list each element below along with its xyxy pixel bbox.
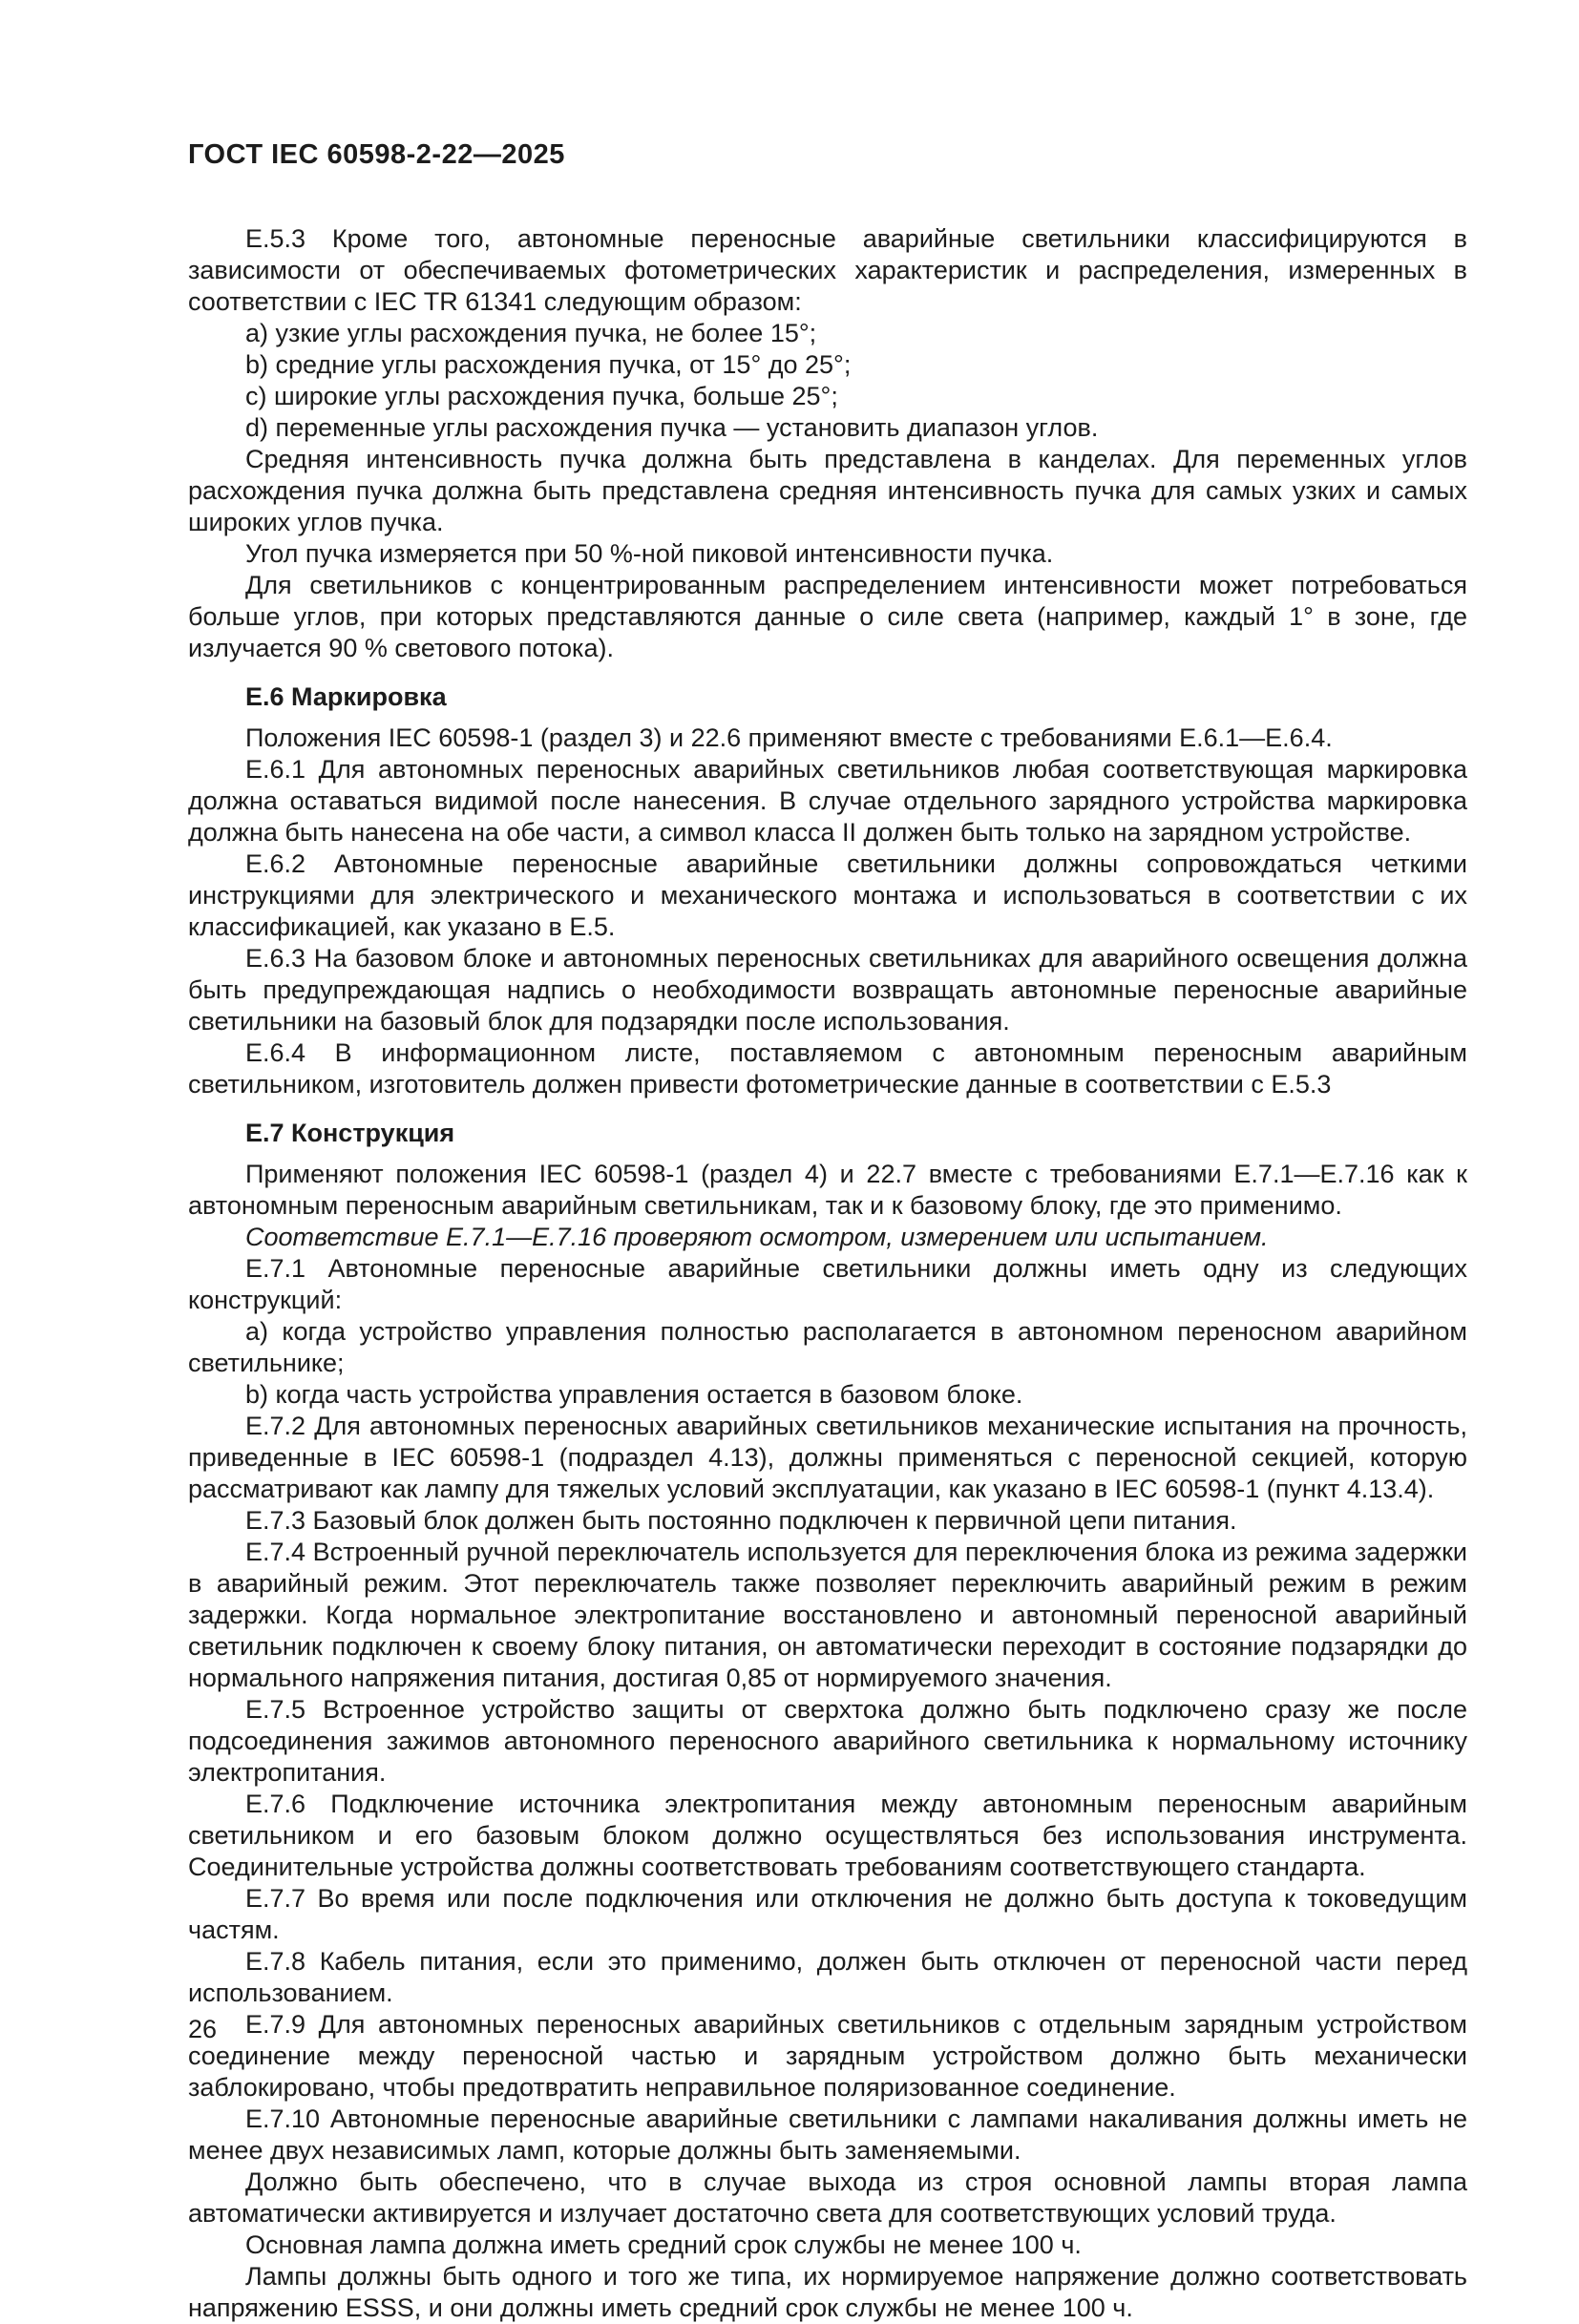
section-heading-e7: E.7 Конструкция	[245, 1119, 455, 1147]
list-item-d: d) переменные углы расхождения пучка — установить диапазон углов.	[245, 413, 1099, 442]
paragraph-e73: E.7.3 Базовый блок должен быть постоянно подключен к первичной цепи питания.	[245, 1506, 1237, 1535]
paragraph-e53: E.5.3 Кроме того, автономные переносные аварийные светильники классифицируются в зависимости от обеспечиваемых фотометрических характеристик и распределения, измеренных в соответствии с IEC TR 61341 следующим образом:	[188, 224, 1467, 316]
paragraph-e77: E.7.7 Во время или после подключения или отключения не должно быть доступа к токоведущим частям.	[188, 1884, 1467, 1944]
section-heading-e6: E.6 Маркировка	[245, 682, 447, 711]
paragraph: Угол пучка измеряется при 50 %-ной пиковой интенсивности пучка.	[245, 539, 1054, 568]
list-item-a: a) когда устройство управления полностью располагается в автономном переносном аварийном светильнике;	[188, 1317, 1467, 1377]
paragraph: Средняя интенсивность пучка должна быть представлена в канделах. Для переменных углов расхождения пучка должна быть представлена средняя интенсивность пучка для самых узких и самых широких углов пучка.	[188, 445, 1467, 536]
list-item-a: a) узкие углы расхождения пучка, не более 15°;	[245, 319, 817, 347]
list-item-b: b) когда часть устройства управления остается в базовом блоке.	[245, 1380, 1023, 1409]
paragraph: Для светильников с концентрированным распределением интенсивности может потребоваться больше углов, при которых представляются данные о силе света (например, каждый 1° в зоне, где излучается 90 % светового потока).	[188, 571, 1467, 662]
list-item-c: c) широкие углы расхождения пучка, больше 25°;	[245, 382, 838, 410]
document-header-title: ГОСТ IEC 60598-2-22—2025	[188, 139, 565, 170]
paragraph-e62: E.6.2 Автономные переносные аварийные светильники должны сопровождаться четкими инструкциями для электрического и механического монтажа и использоваться в соответствии с их классификацией, как указано в E.5.	[188, 849, 1467, 941]
paragraph-e78: E.7.8 Кабель питания, если это применимо, должен быть отключен от переносной части перед использованием.	[188, 1947, 1467, 2007]
paragraph: Лампы должны быть одного и того же типа, их нормируемое напряжение должно соответствовать напряжению ESSS, и они должны иметь средний срок службы не менее 100 ч.	[188, 2262, 1467, 2322]
paragraph: Положения IEC 60598-1 (раздел 3) и 22.6 применяют вместе с требованиями E.6.1—E.6.4.	[245, 723, 1333, 752]
paragraph-e74: E.7.4 Встроенный ручной переключатель используется для переключения блока из режима задержки в аварийный режим. Этот переключатель также позволяет переключить аварийный режим в режим задержки. Когда нормальное электропитание восстановлено и автономный переносной аварийный светильник подключен к своему блоку питания, он автоматически переходит в состояние подзарядки до нормального напряжения питания, достигая 0,85 от нормируемого значения.	[188, 1538, 1467, 1692]
paragraph: Применяют положения IEC 60598-1 (раздел 4) и 22.7 вместе с требованиями E.7.1—E.7.16 как к автономным переносным аварийным светильникам, так и к базовому блоку, где это применимо.	[188, 1160, 1467, 1220]
paragraph: Должно быть обеспечено, что в случае выхода из строя основной лампы вторая лампа автоматически активируется и излучает достаточно света для соответствующих условий труда.	[188, 2167, 1467, 2228]
page-number: 26	[188, 2015, 218, 2043]
paragraph-e71: E.7.1 Автономные переносные аварийные светильники должны иметь одну из следующих конструкций:	[188, 1254, 1467, 1314]
paragraph-e710: E.7.10 Автономные переносные аварийные светильники с лампами накаливания должны иметь не менее двух независимых ламп, которые должны быть заменяемыми.	[188, 2104, 1467, 2165]
paragraph-e61: E.6.1 Для автономных переносных аварийных светильников любая соответствующая маркировка должна оставаться видимой после нанесения. В случае отдельного зарядного устройства маркировка должна быть нанесена на обе части, а символ класса II должен быть только на зарядном устройстве.	[188, 755, 1467, 847]
paragraph-e72: E.7.2 Для автономных переносных аварийных светильников механические испытания на прочность, приведенные в IEC 60598-1 (подраздел 4.13), должны применяться с переносной секцией, которую рассматривают как лампу для тяжелых условий эксплуатации, как указано в IEC 60598-1 (пункт 4.13.4).	[188, 1412, 1467, 1503]
paragraph-e75: E.7.5 Встроенное устройство защиты от сверхтока должно быть подключено сразу же после подсоединения зажимов автономного переносного аварийного светильника к нормальному источнику электропитания.	[188, 1695, 1467, 1787]
paragraph-e79: E.7.9 Для автономных переносных аварийных светильников с отдельным зарядным устройством соединение между переносной частью и зарядным устройством должно быть механически заблокировано, чтобы предотвратить неправильное поляризованное соединение.	[188, 2010, 1467, 2102]
paragraph-e63: E.6.3 На базовом блоке и автономных переносных светильниках для аварийного освещения должна быть предупреждающая надпись о необходимости возвращать автономные переносные аварийные светильники на базовый блок для подзарядки после использования.	[188, 944, 1467, 1036]
paragraph: Основная лампа должна иметь средний срок службы не менее 100 ч.	[245, 2230, 1082, 2259]
paragraph-compliance-note: Соответствие E.7.1—E.7.16 проверяют осмотром, измерением или испытанием.	[245, 1223, 1269, 1251]
document-body	[188, 223, 1467, 2324]
list-item-b: b) средние углы расхождения пучка, от 15° до 25°;	[245, 350, 852, 379]
paragraph-e76: E.7.6 Подключение источника электропитания между автономным переносным аварийным светильником и его базовым блоком должно осуществляться без использования инструмента. Соединительные устройства должны соответствовать требованиям соответствующего стандарта.	[188, 1790, 1467, 1881]
paragraph-e64: E.6.4 В информационном листе, поставляемом с автономным переносным аварийным светильником, изготовитель должен привести фотометрические данные в соответствии с E.5.3	[188, 1038, 1467, 1099]
